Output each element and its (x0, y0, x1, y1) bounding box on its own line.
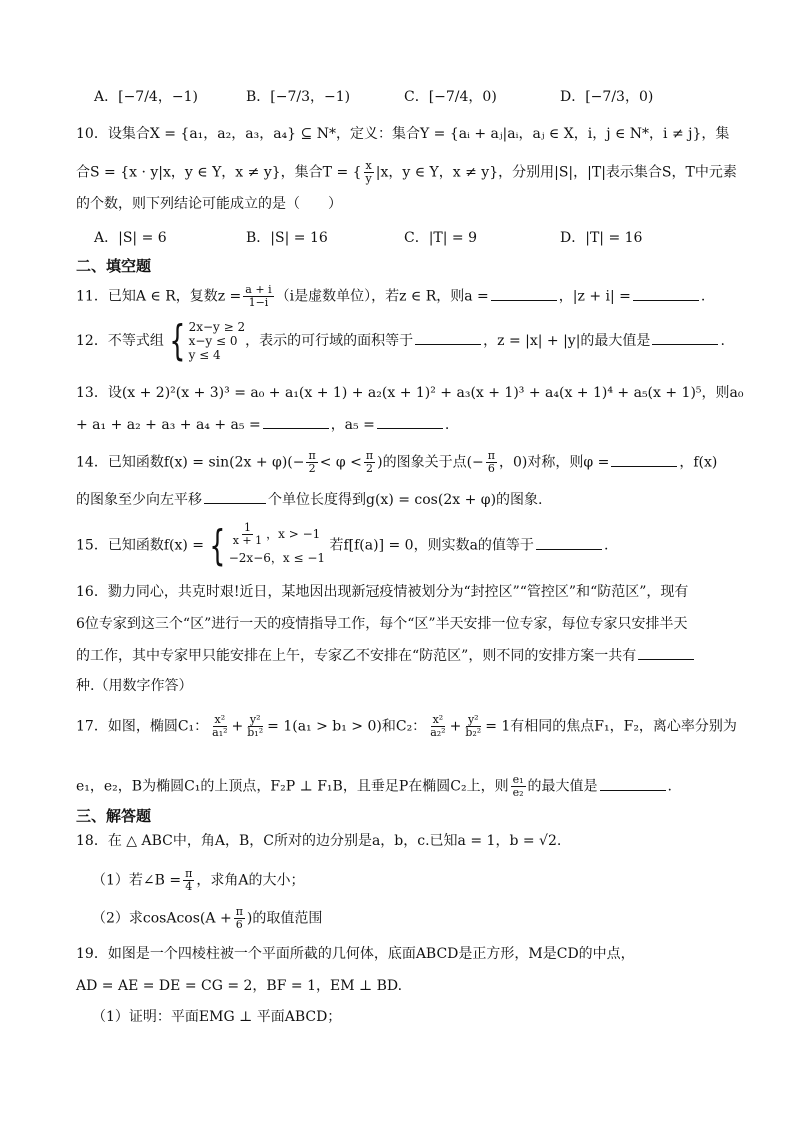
q12-line: 12．不等式组 { 2x−y ≥ 2 x−y ≤ 0 y ≤ 4 ，表示的可行域的面积等于 ，z = |x| + |y|的最大值是 . (76, 316, 725, 365)
q13-line1: 13．设(x + 2)²(x + 3)³ = a₀ + a₁(x + 1) + a₂(x + 1)² + a₃(x + 1)³ + a₄(x + 1)⁴ + a₅(x + 1)⁵，则a₀ (76, 385, 744, 401)
q10-option-d: D．|T| = 16 (560, 230, 643, 246)
q9-option-b: B．[−7/3，−1) (246, 89, 351, 105)
answer-blank (611, 454, 677, 467)
inequality-system: { 2x−y ≥ 2 x−y ≤ 0 y ≤ 4 (169, 316, 246, 365)
section-heading-solve: 三、解答题 (76, 807, 152, 825)
q10-line2-start: 合S = {x · y|x，y ∈ Y，x ≠ y}，集合T = { (76, 164, 362, 181)
q15-line: 15．已知函数f(x) = { $\frac{1}{x + 1}$ ，x > −1 −2x−6，x ≤ −1 若f[f(a)] = 0，则实数a的值等于 . (76, 520, 609, 570)
q19-part1: （1）证明：平面EMG ⊥ 平面ABCD； (92, 1009, 342, 1025)
q10-fraction: $\frac{x}{y}$ (365, 159, 372, 185)
q10-line1: 10．设集合X = {a₁，a₂，a₃，a₄} ⊆ N*，定义：集合Y = {aᵢ + aⱼ|aᵢ，aⱼ ∈ X，i，j ∈ N*，i ≠ j}，集 (76, 126, 730, 142)
q13-line2: + a₁ + a₂ + a₃ + a₄ + a₅ = ，a₅ = . (76, 417, 450, 433)
q14-line1: 14．已知函数f(x) = sin(2x + φ)(− $\frac{\pi}{2}$ < φ < $\frac{\pi}{2}$ )的图象关于点(− $\frac{\pi}{6}$ ，0)对称，则φ = ，f(x) (76, 449, 718, 475)
section-heading-fill-in: 二、填空题 (76, 257, 152, 275)
q18-part2: （2）求cosAcos(A + $\frac{\pi}{6}$ )的取值范围 (92, 905, 323, 931)
q11-line: 11．已知A ∈ R，复数z = $\frac{a + i}{1-i}$ （i是虚数单位），若z ∈ R，则a = ，|z + i| = . (76, 283, 706, 309)
q10-option-b: B．|S| = 16 (246, 230, 328, 246)
answer-blank (536, 537, 602, 550)
answer-blank (638, 647, 694, 660)
q10-line3: 的个数，则下列结论可能成立的是（ ） (76, 196, 342, 212)
q10-line2 (76, 160, 737, 185)
q11-fraction: $\frac{a + i}{1-i}$ (245, 283, 272, 309)
q19-line2: AD = AE = DE = CG = 2，BF = 1，EM ⊥ BD. (76, 978, 403, 994)
q16-line1: 16．勠力同心，共克时艰!近日，某地因出现新冠疫情被划分为“封控区”“管控区”和“防范区”，现有 (76, 584, 689, 600)
q16-line4: 种.（用数字作答） (76, 678, 193, 694)
q9-option-a: A．[−7/4，−1) (94, 89, 198, 105)
q9-option-d: D．[−7/3，0) (560, 89, 654, 105)
q17-line2: e₁，e₂，B为椭圆C₁的上顶点，F₂P ⊥ F₁B，且垂足P在椭圆C₂上，则 $\frac{\text{e₁}}{\text{e₂}}$ 的最大值是 . (76, 773, 672, 799)
piecewise-function: { $\frac{1}{x + 1}$ ，x > −1 −2x−6，x ≤ −1 (209, 520, 326, 570)
answer-blank (633, 288, 699, 301)
q9-option-c: C．[−7/4，0) (404, 89, 497, 105)
answer-blank (652, 332, 718, 345)
q10-option-c: C．|T| = 9 (404, 230, 478, 246)
q17-line1: 17．如图，椭圆C₁： $\frac{\text{x²}}{\text{a₁²}}$ + $\frac{\text{y²}}{\text{b₁²}}$ = 1(a₁ > b₁ > 0)和C₂： $\frac{\text{x²}}{\text{a₂²}}$ + $\frac{\text{y²}}{\text{b₂²}}$ = 1有相同的焦点F₁，F₂，离心率分别为 (76, 713, 737, 739)
q18-part1: （1）若∠B = $\frac{\pi}{4}$ ，求角A的大小； (92, 867, 305, 893)
q16-line3: 的工作，其中专家甲只能安排在上午，专家乙不安排在“防范区”，则不同的安排方案一共有 (76, 647, 696, 665)
answer-blank (491, 288, 557, 301)
q10-line2-end: |x，y ∈ Y，x ≠ y}，分别用|S|，|T|表示集合S，T中元素 (375, 164, 737, 181)
answer-blank (600, 778, 666, 791)
q19-line1: 19．如图是一个四棱柱被一个平面所截的几何体，底面ABCD是正方形，M是CD的中点， (76, 946, 635, 962)
q18-line1: 18．在 △ ABC中，角A，B，C所对的边分别是a，b，c.已知a = 1，b = √2. (76, 833, 562, 849)
answer-blank (377, 416, 443, 429)
q16-line2: 6位专家到这三个“区”进行一天的疫情指导工作，每个“区”半天安排一位专家，每位专家只安排半天 (76, 616, 688, 632)
q14-line2: 的图象至少向左平移 个单位长度得到g(x) = cos(2x + φ)的图象. (76, 492, 543, 508)
q10-option-a: A．|S| = 6 (94, 230, 167, 246)
answer-blank (204, 491, 266, 504)
answer-blank (415, 332, 481, 345)
answer-blank (263, 416, 329, 429)
